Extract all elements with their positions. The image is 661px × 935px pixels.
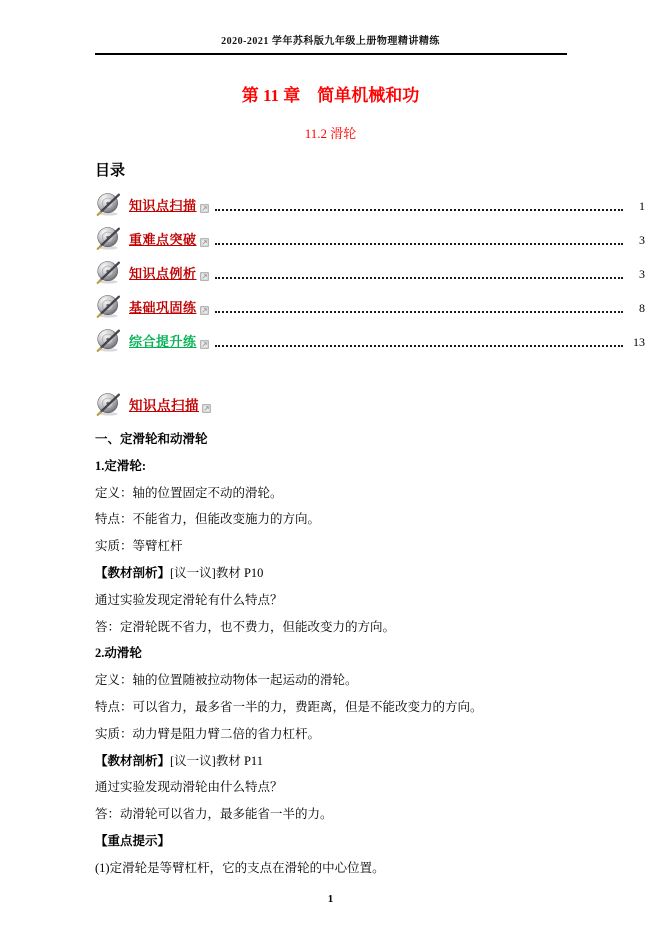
paragraph-bold-text: 【教材剖析】 (95, 565, 171, 580)
pen-ball-icon (95, 328, 124, 353)
dot-leader (215, 276, 623, 279)
dot-leader (215, 242, 623, 245)
paragraph-bold-text: 一、定滑轮和动滑轮 (95, 432, 208, 446)
document-body (95, 426, 611, 882)
paragraph-text: 答：动滑轮可以省力，最多能省一半的力。 (95, 807, 333, 822)
paragraph (95, 426, 611, 453)
link-mini-icon (200, 238, 209, 247)
paragraph-text: 答：定滑轮既不省力，也不费力，但能改变力的方向。 (95, 619, 396, 634)
dot-leader (215, 208, 623, 211)
paragraph (95, 587, 611, 614)
link-mini-icon (200, 340, 209, 349)
toc-item-label[interactable]: 综合提升练 (129, 333, 197, 349)
pen-ball-icon (95, 226, 124, 251)
paragraph (95, 801, 611, 828)
dot-leader (215, 310, 623, 313)
paragraph (95, 828, 611, 855)
link-mini-icon (200, 204, 209, 213)
paragraph-text: 定义：轴的位置随被拉动物体一起运动的滑轮。 (95, 673, 358, 688)
section-header-knowledge-scan (95, 391, 645, 417)
link-mini-icon (200, 272, 209, 281)
paragraph-text: (1)定滑轮是等臂杠杆，它的支点在滑轮的中心位置。 (95, 860, 385, 875)
link-mini-icon (202, 404, 211, 413)
pen-ball-icon (95, 392, 124, 417)
paragraph-text: 实质：等臂杠杆 (95, 539, 183, 554)
paragraph-bold-text: 1.定滑轮: (95, 458, 147, 473)
paragraph (95, 533, 611, 560)
toc-item[interactable] (95, 187, 645, 221)
toc-page-number: 3 (639, 266, 645, 281)
paragraph-text: 特点：不能省力，但能改变施力的方向。 (95, 512, 321, 527)
toc-page-number: 13 (633, 334, 645, 349)
paragraph-text: [议一议]教材 P11 (170, 753, 263, 768)
document-header: 2020-2021 学年苏科版九年级上册物理精讲精练 (221, 36, 440, 47)
paragraph (95, 560, 611, 587)
paragraph (95, 694, 611, 721)
toc-item-label[interactable]: 基础巩固练 (129, 299, 197, 315)
pen-ball-icon (95, 192, 124, 217)
section-heading: 知识点扫描 (129, 398, 199, 413)
paragraph-text: 特点：可以省力，最多省一半的力，费距离，但是不能改变力的方向。 (95, 699, 483, 714)
toc-item[interactable] (95, 221, 645, 255)
paragraph (95, 855, 611, 882)
paragraph (95, 667, 611, 694)
paragraph-text: 通过实验发现定滑轮有什么特点？ (95, 592, 283, 607)
paragraph-text: 定义：轴的位置固定不动的滑轮。 (95, 485, 283, 500)
toc-item[interactable] (95, 323, 645, 357)
paragraph-text: 实质：动力臂是阻力臂二倍的省力杠杆。 (95, 726, 321, 741)
toc-items (95, 187, 645, 357)
toc-item[interactable] (95, 255, 645, 289)
toc-page-number: 1 (639, 198, 645, 213)
lesson-subtitle: 11.2 滑轮 (304, 126, 357, 141)
toc-item-label[interactable]: 重难点突破 (129, 231, 197, 247)
dot-leader (215, 344, 623, 347)
paragraph-text: [议一议]教材 P10 (170, 565, 264, 580)
paragraph (95, 506, 611, 533)
paragraph (95, 614, 611, 641)
chapter-title: 第 11 章 简单机械和功 (241, 86, 420, 105)
paragraph-bold-text: 2.动滑轮 (95, 646, 142, 661)
toc-page-number: 3 (639, 232, 645, 247)
table-of-contents (95, 161, 645, 357)
paragraph (95, 453, 611, 480)
toc-heading: 目录 (95, 163, 126, 179)
paragraph (95, 748, 611, 775)
paragraph (95, 721, 611, 748)
pen-ball-icon (95, 260, 124, 285)
toc-page-number: 8 (639, 300, 645, 315)
pen-ball-icon (95, 294, 124, 319)
header-divider (95, 53, 567, 55)
paragraph (95, 480, 611, 507)
toc-item-label[interactable]: 知识点例析 (129, 265, 197, 281)
paragraph-text: 通过实验发现动滑轮由什么特点？ (95, 780, 283, 795)
toc-item[interactable] (95, 289, 645, 323)
paragraph-bold-text: 【教材剖析】 (95, 753, 171, 768)
toc-item-label[interactable]: 知识点扫描 (129, 197, 197, 213)
link-mini-icon (200, 306, 209, 315)
paragraph (95, 640, 611, 667)
page-number: 1 (327, 893, 334, 905)
paragraph (95, 774, 611, 801)
paragraph-bold-text: 【重点提示】 (95, 833, 171, 848)
